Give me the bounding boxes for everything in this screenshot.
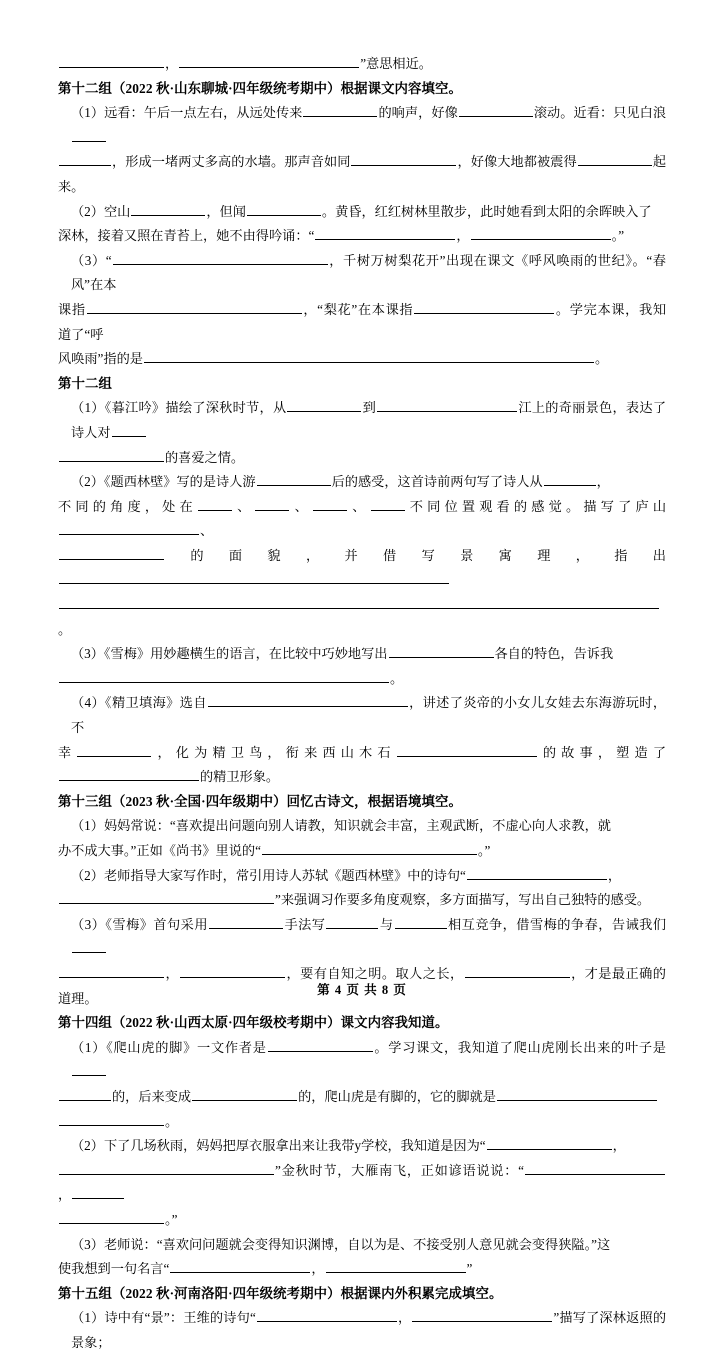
- text-run: ，才是最正确的道理。: [58, 965, 666, 1006]
- question-line: [58, 864, 666, 889]
- fill-in-blank[interactable]: [326, 914, 378, 929]
- fill-in-blank[interactable]: [179, 53, 359, 68]
- fill-in-blank[interactable]: [459, 102, 533, 117]
- text-run: ，: [596, 474, 610, 490]
- text-run: ，: [165, 965, 180, 981]
- text-run: （1）《暮江吟》描绘了深秋时节，从: [71, 400, 287, 416]
- fill-in-blank[interactable]: [303, 102, 377, 117]
- text-run: 的喜爱之情。: [165, 449, 245, 465]
- text-run: ”金秋时节，大雁南飞，正如谚语说说：“: [275, 1162, 524, 1178]
- fill-in-blank[interactable]: [578, 151, 652, 166]
- fill-in-blank[interactable]: [412, 1307, 552, 1322]
- text-run: ”: [466, 1261, 473, 1277]
- continuation-line: [58, 52, 666, 77]
- group-title: 第十三组: [58, 793, 112, 809]
- text-run: 。”: [165, 1211, 178, 1227]
- text-run: 的响声，好像: [378, 105, 458, 121]
- question-line: [58, 495, 666, 544]
- text-run: 江上的奇丽景色，表达了诗人对: [71, 400, 667, 440]
- question-line: [58, 544, 666, 593]
- fill-in-blank[interactable]: [389, 643, 494, 658]
- fill-in-blank[interactable]: [59, 447, 164, 462]
- text-run: 办不成大事。”正如《尚书》里说的“: [58, 843, 261, 858]
- text-run: 、: [200, 523, 214, 539]
- fill-in-blank[interactable]: [59, 1209, 164, 1224]
- fill-in-blank[interactable]: [467, 865, 607, 880]
- question-line: [58, 1036, 666, 1085]
- fill-in-blank[interactable]: [377, 397, 517, 412]
- fill-in-blank[interactable]: [59, 545, 164, 560]
- item-12a-3: [58, 249, 666, 372]
- fill-in-blank[interactable]: [257, 1307, 397, 1322]
- fill-in-blank[interactable]: [72, 1184, 124, 1199]
- text-run: （3）《雪梅》首句采用: [71, 916, 208, 932]
- text-run: ，千树万树梨花开”出现在课文《呼风唤雨的世纪》。“春风”在本: [71, 252, 666, 293]
- text-run: 。: [594, 351, 609, 367]
- fill-in-blank[interactable]: [59, 889, 274, 904]
- text-run: 。学习课文，我知道了爬山虎刚长出来的叶子是: [373, 1039, 666, 1055]
- item-12b-3: [58, 642, 666, 691]
- fill-in-blank[interactable]: [313, 496, 347, 511]
- group-heading-12b: [58, 372, 666, 397]
- question-line: [58, 1110, 666, 1135]
- item-12b-2: [58, 470, 666, 642]
- fill-in-blank[interactable]: [131, 201, 205, 216]
- text-run: 手法写: [284, 916, 326, 932]
- text-run: ，但闻: [206, 203, 246, 219]
- text-run: （1）诗中有“景”：王维的诗句“: [71, 1310, 256, 1326]
- group-meta: （2023 秋·全国·四年级期中）回忆古诗文，根据语境填空。: [111, 793, 463, 809]
- text-run: 。”: [477, 843, 491, 858]
- question-line: [58, 888, 666, 913]
- text-run: 相互竞争，借雪梅的争春，告诫我们: [447, 916, 667, 932]
- text-run: 幸: [58, 744, 77, 760]
- text-run: 课指: [58, 301, 86, 317]
- text-run: 的，后来变成: [112, 1088, 192, 1104]
- group-meta: （2022 秋·河南洛阳·四年级统考期中）根据课内外积累完成填空。: [111, 1285, 503, 1301]
- text-run: ，好像大地都被震得: [457, 154, 577, 170]
- fill-in-blank[interactable]: [113, 250, 328, 265]
- text-run: 各自的特色，告诉我: [494, 646, 614, 662]
- question-line: [58, 446, 666, 471]
- fill-in-blank[interactable]: [72, 1061, 106, 1076]
- fill-in-blank[interactable]: [192, 1086, 297, 1101]
- fill-in-blank[interactable]: [351, 151, 456, 166]
- question-line: [58, 814, 666, 839]
- question-line: [58, 1257, 666, 1282]
- text-run: ，化为精卫鸟，衔来西山木石: [152, 744, 396, 760]
- text-run: （3）老师说：“喜欢问问题就会变得知识渊博，自以为是、不接受别人意见就会变得狭隘。”这: [71, 1236, 611, 1252]
- question-line: [58, 298, 666, 347]
- group-meta: （2022 秋·山东聊城·四年级统考期中）根据课文内容填空。: [111, 80, 463, 96]
- text-run: 使我想到一句名言“: [58, 1261, 170, 1277]
- text-run: 不同位置观看的感觉。描写了庐山: [405, 498, 667, 514]
- question-line: [58, 101, 666, 150]
- text-run: ，: [165, 56, 179, 71]
- fill-in-blank[interactable]: [326, 1258, 466, 1273]
- text-run: 的故事，塑造了: [537, 744, 667, 760]
- question-line: [58, 741, 666, 790]
- item-12b-4: [58, 691, 666, 789]
- fill-in-blank[interactable]: [59, 569, 449, 584]
- fill-in-blank[interactable]: [315, 225, 455, 240]
- text-run: ”意思相近。: [360, 56, 432, 71]
- page-footer: 第 4 页 共 8 页: [317, 983, 407, 997]
- item-14-1: [58, 1036, 666, 1134]
- group-title: 第十四组: [58, 1015, 112, 1031]
- text-run: （1）远看：午后一点左右，从远处传来: [71, 105, 303, 121]
- question-line: [58, 642, 666, 667]
- question-line: [58, 224, 666, 249]
- text-run: ，: [311, 1261, 325, 1277]
- text-run: 。黄昏，红红树林里散步，此时她看到太阳的余晖映入了: [321, 203, 652, 219]
- fill-in-blank[interactable]: [544, 471, 596, 486]
- group-heading-14: [58, 1011, 666, 1036]
- text-run: （2）老师指导大家写作时，常引用诗人苏轼《题西林壁》中的诗句“: [71, 867, 466, 883]
- text-run: ，: [58, 1187, 72, 1203]
- question-line: [58, 691, 666, 740]
- item-14-2: [58, 1134, 666, 1232]
- question-line: [58, 396, 666, 445]
- text-run: 不同的角度，处在: [58, 498, 197, 514]
- text-run: （3）“: [71, 252, 112, 268]
- text-run: ，讲述了炎帝的小女儿女娃去东海游玩时，不: [71, 695, 667, 736]
- fill-in-blank[interactable]: [397, 742, 537, 757]
- question-line: [58, 1233, 666, 1258]
- question-line: [58, 1085, 666, 1110]
- question-line: [58, 1159, 666, 1208]
- fill-in-blank[interactable]: [414, 299, 554, 314]
- text-run: ，形成一堵两丈多高的水墙。那声音如同: [112, 154, 351, 170]
- group-title: 第十五组: [58, 1285, 112, 1301]
- group-heading-12a: [58, 77, 666, 102]
- fill-in-blank[interactable]: [287, 397, 361, 412]
- question-line: [58, 1306, 666, 1355]
- fill-in-blank[interactable]: [72, 127, 106, 142]
- text-run: 。: [390, 670, 404, 686]
- text-run: ，: [607, 867, 622, 883]
- question-line: [58, 249, 666, 298]
- fill-in-blank[interactable]: [59, 594, 659, 609]
- text-run: ，要有自知之明。取人之长，: [286, 965, 464, 981]
- fill-in-blank[interactable]: [77, 742, 151, 757]
- item-13-1: [58, 814, 666, 863]
- text-run: 。: [165, 1113, 179, 1129]
- item-14-3: [58, 1233, 666, 1282]
- group-title: 第十二组: [58, 375, 112, 391]
- fill-in-blank[interactable]: [471, 225, 611, 240]
- text-run: （2）空山: [71, 203, 131, 219]
- text-run: 、: [232, 498, 255, 514]
- question-line: [58, 1208, 666, 1233]
- fill-in-blank[interactable]: [59, 151, 111, 166]
- text-run: 的精卫形象。: [200, 769, 280, 785]
- fill-in-blank[interactable]: [144, 348, 594, 363]
- question-line: [58, 593, 666, 642]
- text-run: （2）《题西林壁》写的是诗人游: [71, 474, 256, 490]
- fill-in-blank[interactable]: [255, 496, 289, 511]
- question-line: [58, 839, 666, 864]
- fill-in-blank[interactable]: [371, 496, 405, 511]
- text-run: ，: [456, 228, 470, 244]
- group-heading-13: [58, 790, 666, 815]
- fill-in-blank[interactable]: [170, 1258, 310, 1273]
- text-run: 后的感受，这首诗前两句写了诗人从: [331, 474, 543, 490]
- text-run: （1）妈妈常说：“喜欢提出问题向别人请教，知识就会丰富，主观武断，不虚心向人求教，就: [71, 818, 611, 834]
- text-run: 与: [379, 916, 394, 932]
- text-run: 。学完本课，我知道了“呼: [58, 301, 667, 342]
- text-run: （3）《雪梅》用妙趣横生的语言，在比较中巧妙地写出: [71, 646, 388, 662]
- text-run: 。”: [611, 228, 625, 244]
- fill-in-blank[interactable]: [525, 1160, 665, 1175]
- question-line: [58, 667, 666, 692]
- text-run: 的，爬山虎是有脚的，它的脚就是: [298, 1088, 496, 1104]
- fill-in-blank[interactable]: [487, 1135, 612, 1150]
- text-run: 。: [58, 621, 72, 637]
- fill-in-blank[interactable]: [268, 1037, 373, 1052]
- text-run: 、: [290, 498, 313, 514]
- fill-in-blank[interactable]: [257, 471, 331, 486]
- text-run: （2）下了几场秋雨，妈妈把厚衣服拿出来让我带у学校，我知道是因为“: [71, 1138, 486, 1154]
- fill-in-blank[interactable]: [59, 53, 164, 68]
- fill-in-blank[interactable]: [262, 840, 477, 855]
- item-12a-2: [58, 200, 666, 249]
- fill-in-blank[interactable]: [198, 496, 232, 511]
- text-run: 、: [348, 498, 370, 514]
- fill-in-blank[interactable]: [59, 1086, 111, 1101]
- fill-in-blank[interactable]: [59, 520, 199, 535]
- fill-in-blank[interactable]: [180, 963, 285, 978]
- text-run: 到: [362, 400, 377, 416]
- fill-in-blank[interactable]: [112, 422, 146, 437]
- fill-in-blank[interactable]: [208, 692, 408, 707]
- fill-in-blank[interactable]: [72, 938, 106, 953]
- text-run: ，“梨花”在本课指: [302, 301, 414, 317]
- text-run: 风唤雨”指的是: [58, 351, 143, 367]
- group-title: 第十二组: [58, 80, 112, 96]
- fill-in-blank[interactable]: [497, 1086, 657, 1101]
- fill-in-blank[interactable]: [87, 299, 302, 314]
- question-line: [58, 200, 666, 225]
- fill-in-blank[interactable]: [59, 668, 389, 683]
- text-run: 滚动。近看：只见白浪: [533, 105, 667, 121]
- fill-in-blank[interactable]: [247, 201, 321, 216]
- fill-in-blank[interactable]: [59, 766, 199, 781]
- text-run: 的面貌，并借写景寓理，指出: [165, 547, 666, 563]
- fill-in-blank[interactable]: [395, 914, 447, 929]
- text-run: （4）《精卫填海》选自: [71, 695, 207, 711]
- fill-in-blank[interactable]: [59, 1160, 274, 1175]
- fill-in-blank[interactable]: [465, 963, 570, 978]
- item-12b-1: [58, 396, 666, 470]
- item-12a-1: [58, 101, 666, 199]
- text-run: （1）《爬山虎的脚》一文作者是: [71, 1039, 267, 1055]
- text-run: 深林，接着又照在青苔上，她不由得吟诵：“: [58, 228, 315, 244]
- group-meta: （2022 秋·山西太原·四年级校考期中）课文内容我知道。: [111, 1015, 449, 1031]
- question-line: [58, 347, 666, 372]
- text-run: ，: [612, 1138, 626, 1154]
- text-run: ”描写了深林返照的景象；: [71, 1310, 667, 1350]
- question-line: [58, 1134, 666, 1159]
- fill-in-blank[interactable]: [209, 914, 283, 929]
- text-run: ”来强调习作要多角度观察，多方面描写，写出自己独特的感受。: [275, 892, 651, 908]
- group-heading-15: [58, 1282, 666, 1307]
- question-line: [58, 913, 666, 962]
- item-15-1: [58, 1306, 666, 1355]
- document-content: [58, 52, 666, 1355]
- fill-in-blank[interactable]: [59, 963, 164, 978]
- text-run: ，: [397, 1310, 412, 1326]
- question-line: [58, 150, 666, 199]
- question-line: [58, 470, 666, 495]
- text-run: 起来。: [58, 154, 667, 194]
- item-13-2: [58, 864, 666, 913]
- fill-in-blank[interactable]: [59, 1111, 164, 1126]
